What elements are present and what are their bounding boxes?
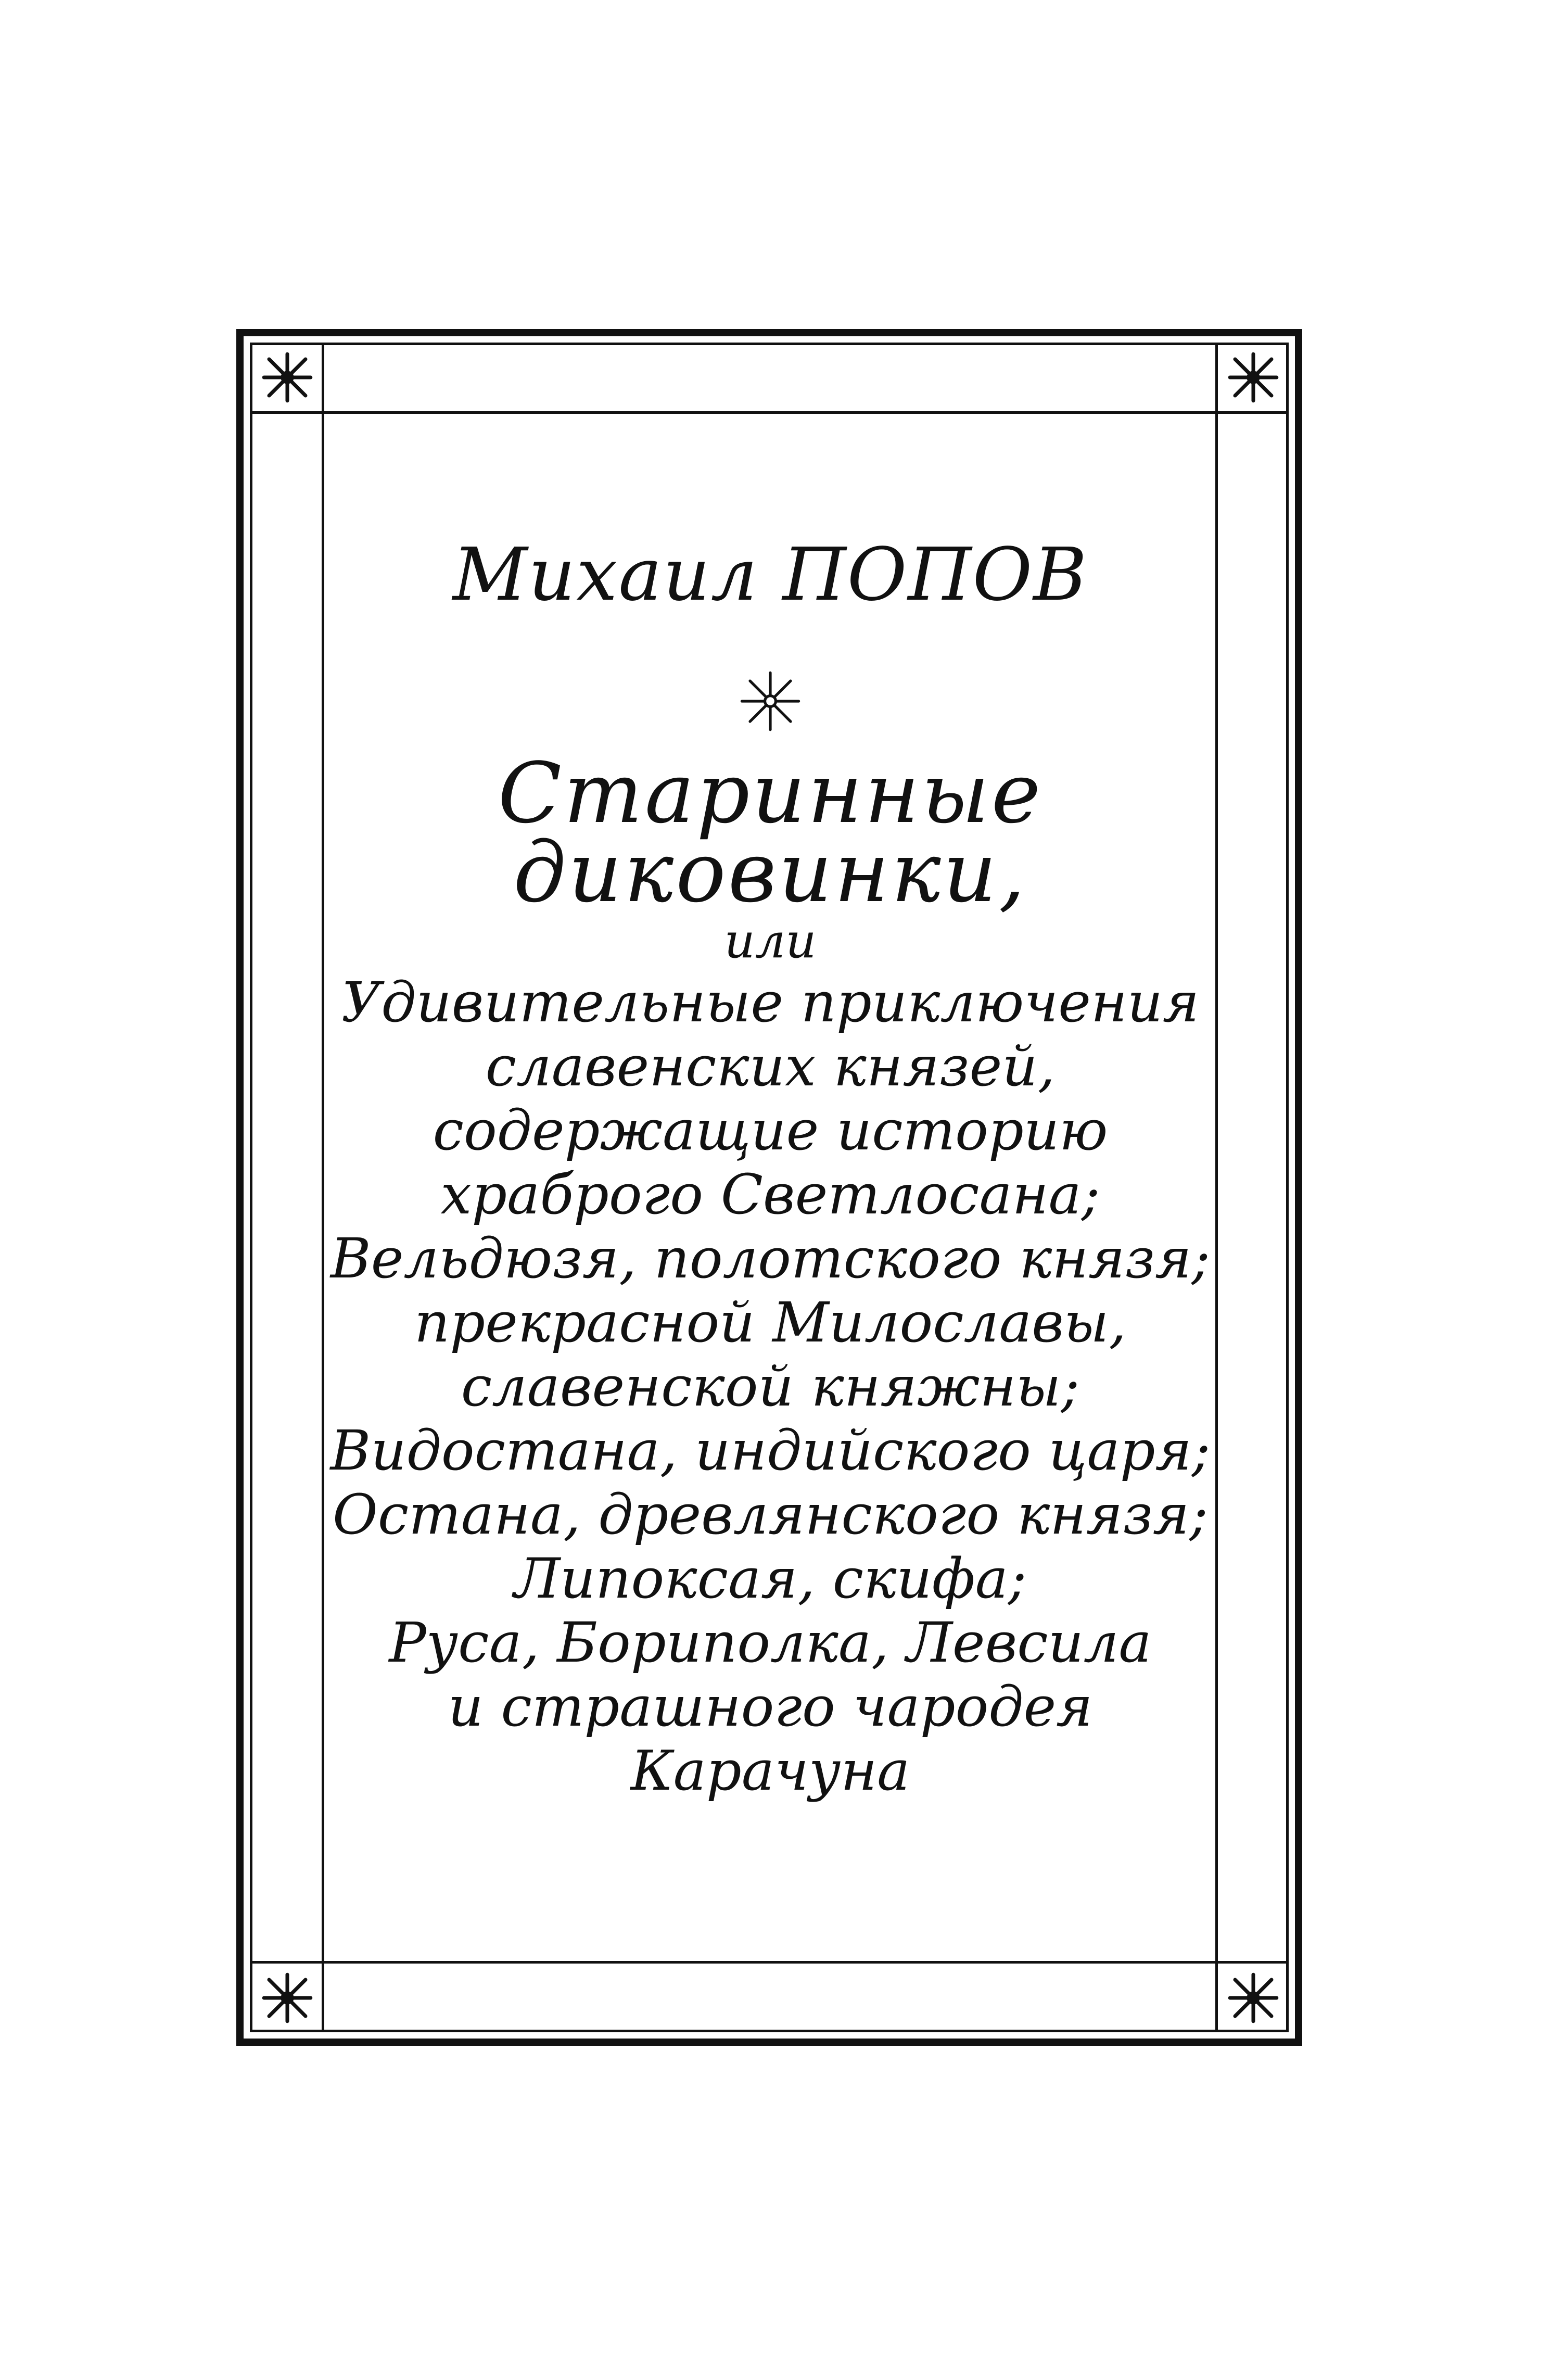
star-burst-icon (251, 341, 324, 414)
subtitle-line: и страшного чародея (448, 1675, 1093, 1739)
subtitle-line: содержащие историю (433, 1098, 1108, 1162)
subtitle-line: храброго Светлосана; (440, 1162, 1100, 1226)
corner-ornament-top-left (251, 341, 324, 414)
subtitle-line: Карачуна (630, 1739, 910, 1803)
subtitle-line: Остана, древлянского князя; (333, 1483, 1208, 1547)
corner-ornament-top-right (1217, 341, 1290, 414)
asterism-icon (736, 667, 804, 735)
title-page-text (323, 531, 1218, 1803)
subtitle-line: прекрасной Милославы, (414, 1290, 1127, 1354)
book-title-line-1: Старинные (498, 744, 1043, 842)
subtitle-line: Липоксая, скифа; (514, 1547, 1027, 1611)
star-burst-icon (1217, 1961, 1290, 2034)
star-burst-icon (251, 1961, 324, 2034)
asterism-divider (736, 667, 804, 735)
corner-ornament-bottom-left (251, 1961, 324, 2034)
bottom-rule (250, 1961, 1289, 1964)
subtitle-line: славенских князей, (485, 1034, 1056, 1098)
subtitle-line: славенской княжны; (461, 1354, 1080, 1419)
star-burst-icon (1217, 341, 1290, 414)
author-name: Михаил ПОПОВ (452, 533, 1088, 617)
subtitle-line: Видостана, индийского царя; (330, 1419, 1211, 1483)
subtitle-line: Удивительные приключения (341, 970, 1200, 1034)
title-connector: или (724, 913, 817, 969)
subtitle-line: Вельдюзя, полотского князя; (330, 1226, 1211, 1290)
subtitle-line: Руса, Бориполка, Левсила (389, 1611, 1152, 1675)
top-rule (250, 411, 1289, 414)
book-title-line-2: диковинки, (513, 824, 1027, 921)
corner-ornament-bottom-right (1217, 1961, 1290, 2034)
